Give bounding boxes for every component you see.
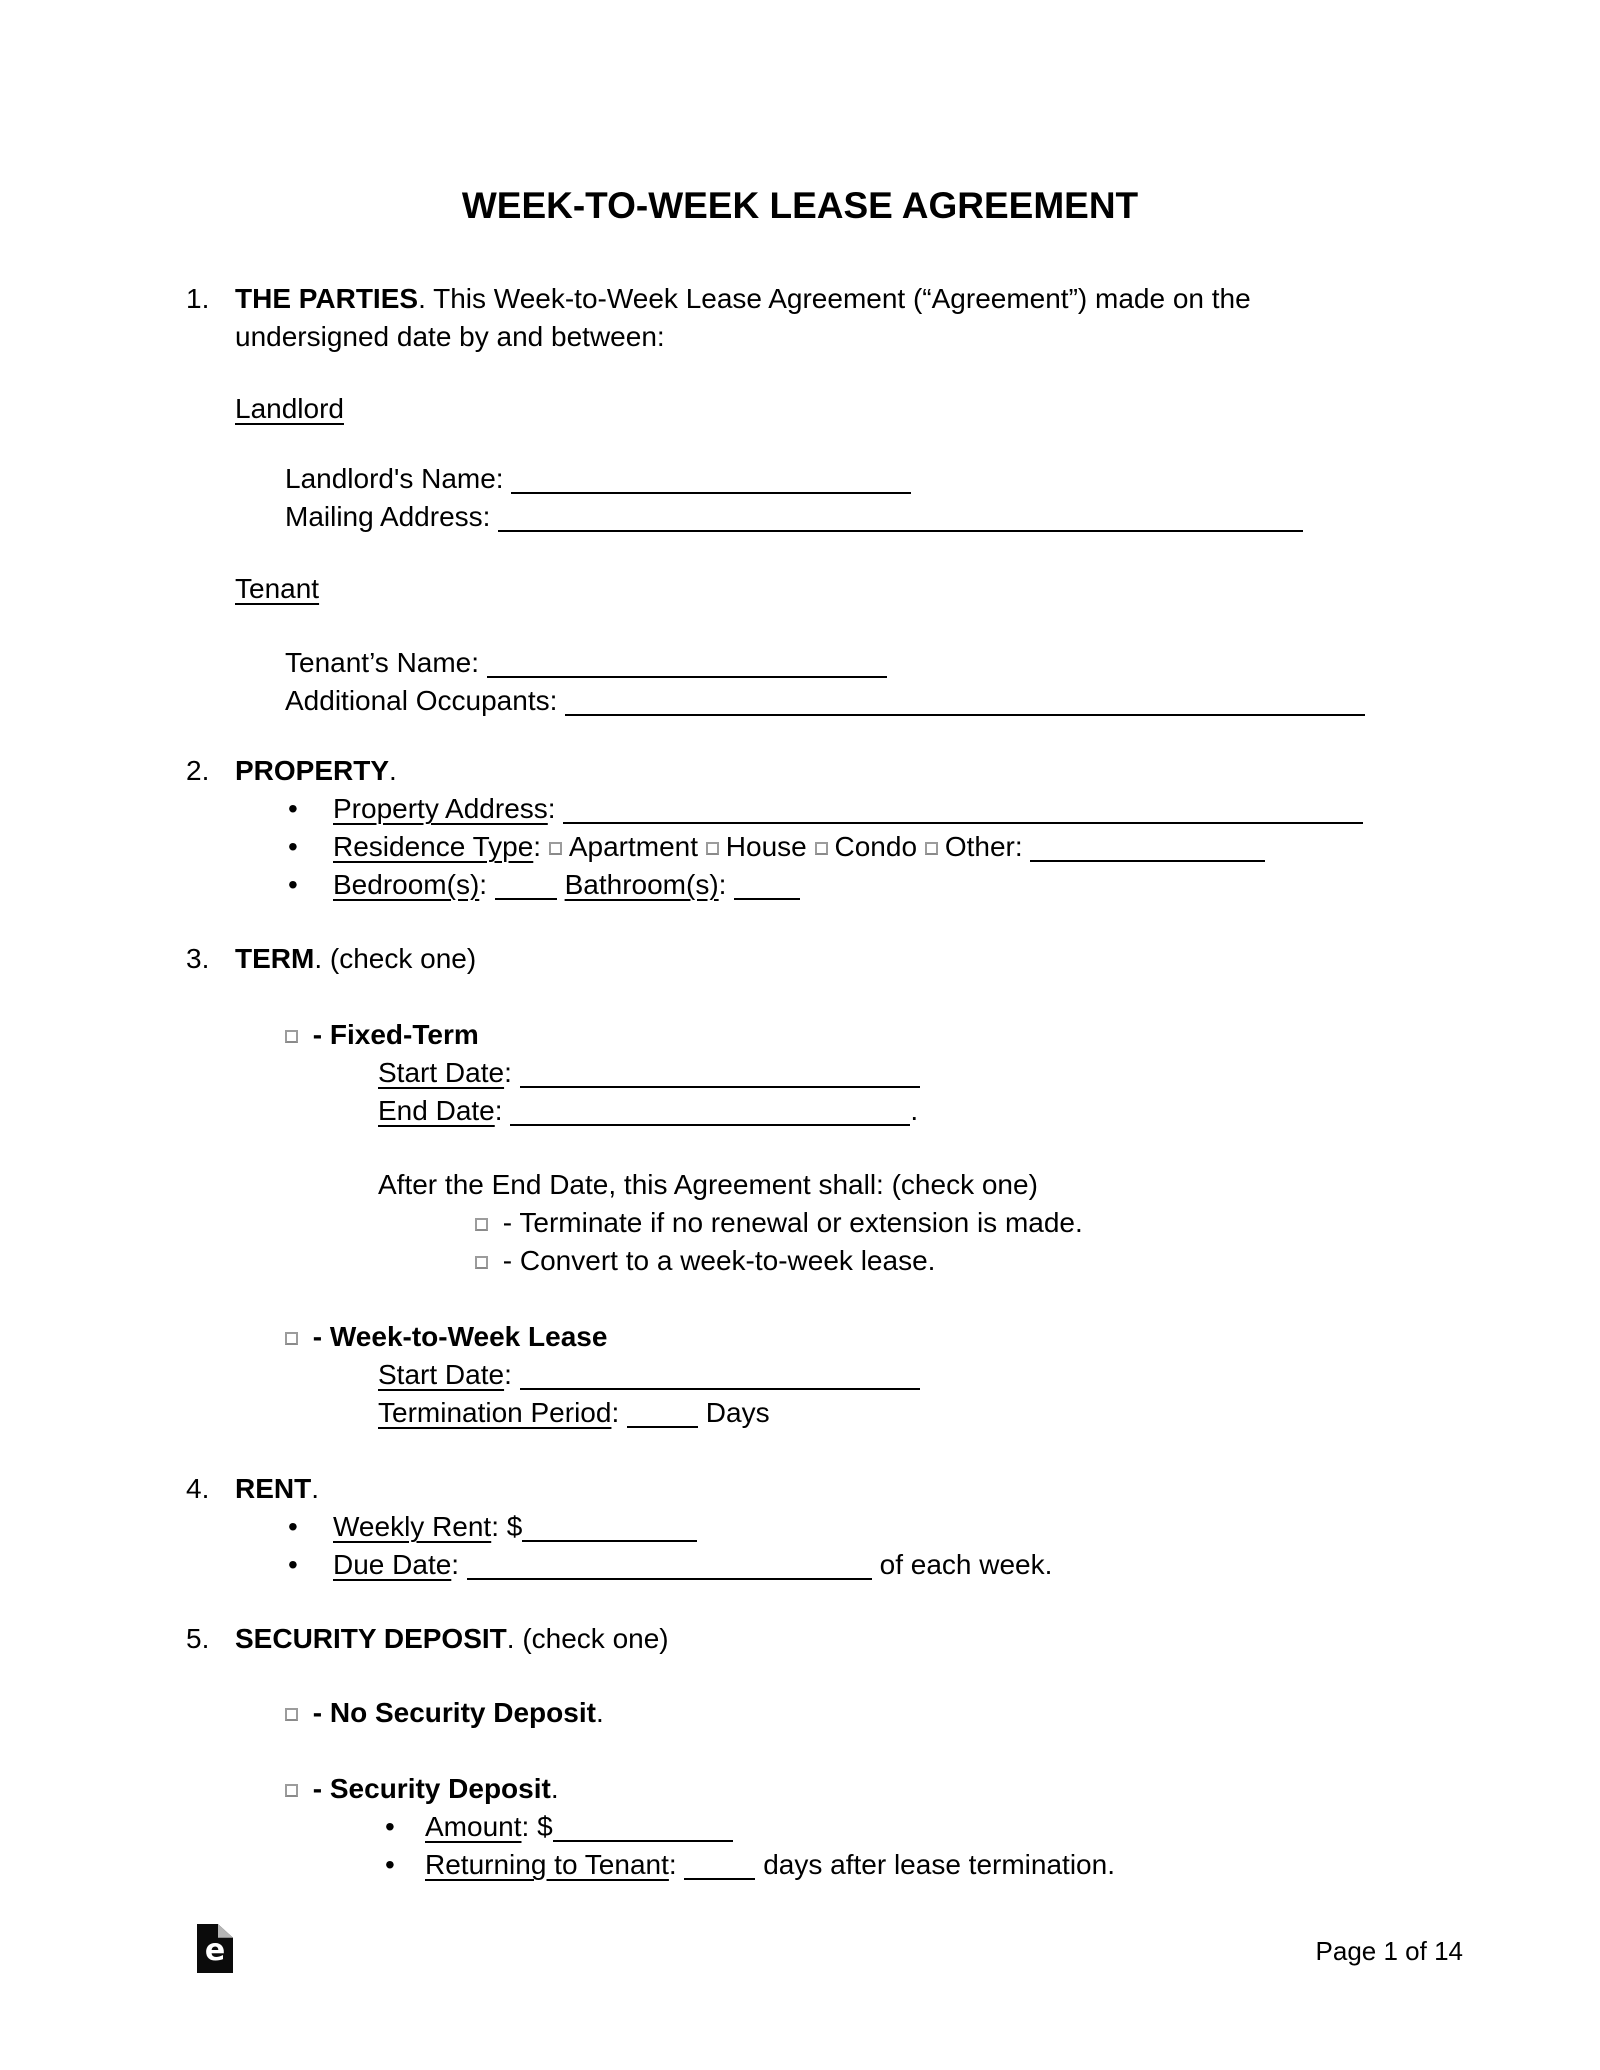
section-parties-heading: THE PARTIES: [235, 283, 419, 314]
other-checkbox[interactable]: [925, 842, 938, 855]
section-term: [0, 940, 1600, 978]
residence-type-colon: :: [533, 831, 542, 862]
bathrooms-colon: :: [718, 869, 727, 900]
mailing-address-blank[interactable]: [498, 522, 1303, 532]
termination-period-colon: :: [611, 1397, 620, 1428]
fixed-end-date-label: End Date: [378, 1095, 495, 1126]
convert-checkbox[interactable]: [475, 1256, 488, 1269]
residence-type-label: Residence Type: [333, 831, 534, 862]
fixed-term-label: - Fixed-Term: [312, 1019, 479, 1050]
deposit-amount-line: [0, 1808, 1600, 1846]
bedrooms-colon: :: [479, 869, 488, 900]
no-security-deposit-checkbox[interactable]: [285, 1708, 298, 1721]
other-blank[interactable]: [1030, 852, 1265, 862]
after-end-date-prompt: After the End Date, this Agreement shall: (check one): [378, 1169, 1038, 1200]
bullet-icon: •: [385, 1849, 395, 1880]
convert-option-label: - Convert to a week-to-week lease.: [502, 1245, 936, 1276]
section-rent-number: 4.: [186, 1473, 210, 1504]
house-option-label: House: [725, 831, 807, 862]
condo-checkbox[interactable]: [815, 842, 828, 855]
fixed-end-date-line: [378, 1092, 1600, 1130]
security-deposit-line: [285, 1770, 1600, 1808]
weekly-rent-line: [0, 1508, 1600, 1546]
returning-to-tenant-label: Returning to Tenant: [425, 1849, 669, 1880]
tenant-heading-line: [235, 570, 1600, 608]
tenant-name-label: Tenant’s Name:: [285, 647, 480, 678]
due-date-line: [0, 1546, 1600, 1584]
fixed-start-date-label: Start Date: [378, 1057, 505, 1088]
bullet-icon: •: [288, 869, 298, 900]
section-deposit-number: 5.: [186, 1623, 210, 1654]
additional-occupants-blank[interactable]: [565, 706, 1365, 716]
terminate-option-label: - Terminate if no renewal or extension is made.: [502, 1207, 1083, 1238]
parties-intro-line2: undersigned date by and between:: [235, 321, 665, 352]
fixed-term-checkbox[interactable]: [285, 1030, 298, 1043]
mailing-address-line: [285, 498, 1600, 536]
bathrooms-label: Bathroom(s): [564, 869, 719, 900]
weekly-rent-currency: $: [506, 1511, 523, 1542]
w2w-start-date-blank[interactable]: [520, 1380, 920, 1390]
weekly-rent-colon: :: [491, 1511, 499, 1542]
fixed-end-date-blank[interactable]: [510, 1116, 910, 1126]
weekly-rent-label: Weekly Rent: [333, 1511, 492, 1542]
fixed-start-date-line: [378, 1054, 1600, 1092]
terminate-option-line: [475, 1204, 1600, 1242]
section-parties: [0, 280, 1600, 356]
no-security-deposit-label: - No Security Deposit: [312, 1697, 596, 1728]
terminate-checkbox[interactable]: [475, 1218, 488, 1231]
tenant-name-line: [285, 644, 1600, 682]
section-deposit: [0, 1620, 1600, 1658]
eforms-logo: [197, 1924, 233, 1973]
bullet-icon: •: [288, 793, 298, 824]
fixed-end-date-colon: :: [494, 1095, 503, 1126]
returning-to-tenant-blank[interactable]: [684, 1870, 755, 1880]
termination-days-suffix: Days: [705, 1397, 770, 1428]
deposit-amount-currency: $: [537, 1811, 553, 1842]
deposit-amount-label: Amount: [425, 1811, 522, 1842]
property-address-blank[interactable]: [563, 814, 1363, 824]
bullet-icon: •: [288, 1511, 298, 1542]
landlord-name-blank[interactable]: [511, 484, 911, 494]
bullet-icon: •: [385, 1811, 395, 1842]
section-deposit-suffix: . (check one): [506, 1623, 669, 1654]
additional-occupants-label: Additional Occupants:: [285, 685, 558, 716]
house-checkbox[interactable]: [706, 842, 719, 855]
parties-intro-line1: . This Week-to-Week Lease Agreement (“Agreement”) made on the: [418, 283, 1251, 314]
document-title: WEEK-TO-WEEK LEASE AGREEMENT: [461, 185, 1139, 226]
fixed-start-date-blank[interactable]: [520, 1078, 920, 1088]
eforms-logo-letter: e: [204, 1933, 226, 1968]
w2w-start-date-line: [378, 1356, 1600, 1394]
security-deposit-checkbox[interactable]: [285, 1784, 298, 1797]
section-rent-period: .: [311, 1473, 320, 1504]
additional-occupants-line: [285, 682, 1600, 720]
security-deposit-period: .: [550, 1773, 559, 1804]
other-option-label: Other:: [944, 831, 1023, 862]
deposit-amount-blank[interactable]: [553, 1832, 733, 1842]
section-parties-number: 1.: [186, 283, 210, 314]
section-term-number: 3.: [186, 943, 210, 974]
apartment-checkbox[interactable]: [549, 842, 562, 855]
security-deposit-label: - Security Deposit: [312, 1773, 551, 1804]
section-property-heading: PROPERTY: [235, 755, 390, 786]
no-security-deposit-line: [285, 1694, 1600, 1732]
section-term-suffix: . (check one): [314, 943, 477, 974]
tenant-name-blank[interactable]: [487, 668, 887, 678]
fixed-term-line: [285, 1016, 1600, 1054]
returning-to-tenant-colon: :: [668, 1849, 677, 1880]
bedrooms-bathrooms-line: [0, 866, 1600, 904]
mailing-address-label: Mailing Address:: [285, 501, 491, 532]
returning-to-tenant-suffix: days after lease termination.: [763, 1849, 1115, 1880]
due-date-colon: :: [451, 1549, 460, 1580]
bathrooms-blank[interactable]: [734, 890, 800, 900]
termination-period-label: Termination Period: [378, 1397, 612, 1428]
property-address-colon: :: [547, 793, 556, 824]
section-deposit-heading: SECURITY DEPOSIT: [235, 1623, 507, 1654]
fixed-start-date-colon: :: [504, 1057, 512, 1088]
residence-type-line: [0, 828, 1600, 866]
property-address-line: [0, 790, 1600, 828]
bedrooms-blank[interactable]: [495, 890, 557, 900]
deposit-amount-colon: :: [521, 1811, 530, 1842]
week-to-week-line: [285, 1318, 1600, 1356]
tenant-heading: Tenant: [235, 573, 320, 604]
section-property: [0, 752, 1600, 790]
w2w-start-date-colon: :: [504, 1359, 512, 1390]
property-address-label: Property Address: [333, 793, 548, 824]
section-rent: [0, 1470, 1600, 1508]
due-date-suffix: of each week.: [879, 1549, 1053, 1580]
w2w-start-date-label: Start Date: [378, 1359, 505, 1390]
section-rent-heading: RENT: [235, 1473, 312, 1504]
returning-to-tenant-line: [0, 1846, 1600, 1884]
section-property-period: .: [389, 755, 397, 786]
due-date-label: Due Date: [333, 1549, 452, 1580]
due-date-blank[interactable]: [467, 1570, 872, 1580]
bedrooms-label: Bedroom(s): [333, 869, 480, 900]
weekly-rent-blank[interactable]: [522, 1532, 697, 1542]
section-property-number: 2.: [186, 755, 210, 786]
condo-option-label: Condo: [834, 831, 918, 862]
apartment-option-label: Apartment: [568, 831, 699, 862]
landlord-name-line: [285, 460, 1600, 498]
no-security-deposit-period: .: [595, 1697, 604, 1728]
termination-period-line: [378, 1394, 1600, 1432]
termination-period-blank[interactable]: [627, 1418, 698, 1428]
week-to-week-checkbox[interactable]: [285, 1332, 298, 1345]
page-number: Page 1 of 14: [1315, 1936, 1463, 1966]
landlord-heading-line: [235, 390, 1600, 428]
convert-option-line: [475, 1242, 1600, 1280]
week-to-week-label: - Week-to-Week Lease: [312, 1321, 608, 1352]
bullet-icon: •: [288, 831, 298, 862]
landlord-heading: Landlord: [235, 393, 344, 424]
landlord-name-label: Landlord's Name:: [285, 463, 504, 494]
bullet-icon: •: [288, 1549, 298, 1580]
fixed-end-date-period: .: [910, 1095, 919, 1126]
section-term-heading: TERM: [235, 943, 315, 974]
